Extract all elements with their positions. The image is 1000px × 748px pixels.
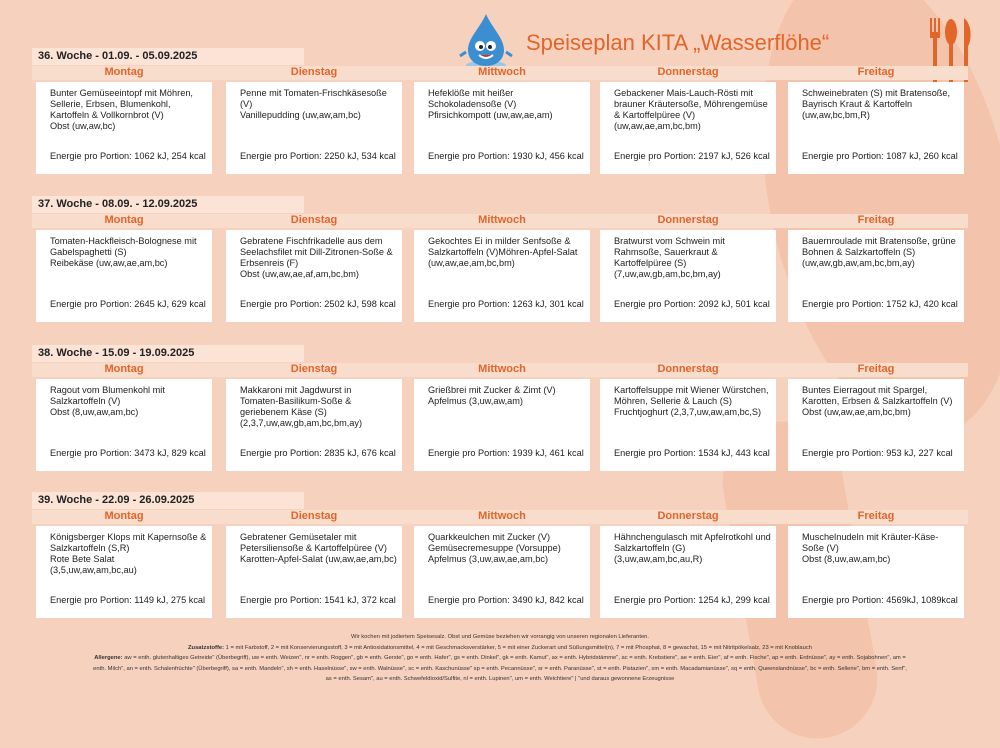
- day-label: Mittwoch: [478, 66, 526, 78]
- day-label: Dienstag: [290, 510, 338, 522]
- meal-card: [788, 379, 964, 471]
- day-label: Freitag: [857, 66, 895, 78]
- day-label: Mittwoch: [478, 510, 526, 522]
- meal-description: Tomaten-Hackfleisch-Bolognese mit Gabelspaghetti (S) Reibekäse (uw,aw,ae,am,bc): [50, 236, 197, 268]
- weekday-header-row: [32, 66, 968, 80]
- week-title: 37. Woche - 08.09. - 12.09.2025: [32, 196, 304, 213]
- allergens-legend: Allergene: aw = enth. glutenhaltiges Getreide" (Überbegriff), uw = enth. Weizen", nr = enth. Roggen", gb = enth. Gerste", go = enth. Hafer", gs = enth. Dinkel", gk = enth. Kamut", ax = enth. Hybridstämme", ac = enth. Krebstiere", ae = enth. Eier", af = enth. Fische", ap = enth. Erdnüsse", ay = enth. Sojabohnen", am =: [94, 655, 906, 661]
- footer: [20, 632, 980, 685]
- energy-info: Energie pro Portion: 1149 kJ, 275 kcal: [50, 595, 206, 605]
- day-label: Mittwoch: [478, 363, 526, 375]
- day-label: Donnerstag: [657, 66, 719, 78]
- day-label: Dienstag: [290, 363, 338, 375]
- meal-description: Penne mit Tomaten-Frischkäsesoße (V) Vanillepudding (uw,aw,am,bc): [240, 88, 387, 120]
- meal-description: Schweinebraten (S) mit Bratensoße, Bayrisch Kraut & Kartoffeln (uw,aw,bc,bm,R): [802, 88, 951, 120]
- meal-card: [414, 526, 590, 618]
- energy-info: Energie pro Portion: 1062 kJ, 254 kcal: [50, 151, 206, 161]
- weekday-header-row: [32, 363, 968, 377]
- energy-info: Energie pro Portion: 1087 kJ, 260 kcal: [802, 151, 958, 161]
- meal-description: Gebackener Mais-Lauch-Rösti mit brauner Kräutersoße, Möhrengemüse & Kartoffelpüree (V) (uw,aw,ae,am,bc,bm): [614, 88, 768, 131]
- footer-note: Wir kochen mit jodiertem Speisesalz. Obst und Gemüse beziehen wir vorrangig von unseren regionalen Lieferanten.: [350, 634, 650, 640]
- meal-card: [414, 82, 590, 174]
- energy-info: Energie pro Portion: 3490 kJ, 842 kcal: [428, 595, 584, 605]
- meal-card: [226, 379, 402, 471]
- energy-info: Energie pro Portion: 1263 kJ, 301 kcal: [428, 299, 584, 309]
- day-label: Freitag: [857, 510, 895, 522]
- meal-card: [600, 82, 776, 174]
- energy-info: Energie pro Portion: 2092 kJ, 501 kcal: [614, 299, 770, 309]
- day-label: Donnerstag: [657, 510, 719, 522]
- energy-info: Energie pro Portion: 2502 kJ, 598 kcal: [240, 299, 396, 309]
- day-label: Mittwoch: [478, 214, 526, 226]
- day-label: Montag: [104, 510, 144, 522]
- meal-description: Bratwurst vom Schwein mit Rahmsoße, Sauerkraut & Kartoffelpüree (S) (7,uw,aw,gb,am,bc,bm,ay): [614, 236, 725, 279]
- meal-card: [36, 82, 212, 174]
- meal-description: Königsberger Klops mit Kapernsoße & Salzkartoffeln (S,R) Rote Bete Salat (3,5,uw,aw,am,bc,au): [50, 532, 207, 575]
- week-title: 38. Woche - 15.09 - 19.09.2025: [32, 345, 304, 362]
- allergens-legend-line3: as = enth. Sesam", au = enth. Schwefeldioxid/Sulfite, nl = enth. Lupinen", um = enth. Weichtiere" | "und daraus gewonnene Erzeugnisse: [325, 676, 675, 682]
- page-title: Speiseplan KITA „Wasserflöhe“: [526, 30, 830, 55]
- meal-card: [600, 230, 776, 322]
- meal-description: Buntes Eierragout mit Spargel, Karotten, Erbsen & Salzkartoffeln (V) Obst (uw,aw,ae,am,bc,bm): [802, 385, 953, 417]
- week-title: 39. Woche - 22.09 - 26.09.2025: [32, 492, 304, 509]
- day-label: Freitag: [857, 214, 895, 226]
- energy-info: Energie pro Portion: 2250 kJ, 534 kcal: [240, 151, 396, 161]
- energy-info: Energie pro Portion: 1752 kJ, 420 kcal: [802, 299, 958, 309]
- day-label: Donnerstag: [657, 214, 719, 226]
- week-section: [32, 196, 968, 326]
- meal-description: Ragout vom Blumenkohl mit Salzkartoffeln (V) Obst (8,uw,aw,am,bc): [50, 385, 165, 417]
- day-label: Donnerstag: [657, 363, 719, 375]
- day-label: Dienstag: [290, 66, 338, 78]
- meal-card: [414, 379, 590, 471]
- week-title: 36. Woche - 01.09. - 05.09.2025: [32, 48, 304, 65]
- energy-info: Energie pro Portion: 2645 kJ, 629 kcal: [50, 299, 206, 309]
- meal-description: Bunter Gemüseeintopf mit Möhren, Sellerie, Erbsen, Blumenkohl, Kartoffeln & Vollkornbrot (V) Obst (uw,aw,bc): [50, 88, 193, 131]
- week-section: [32, 345, 968, 475]
- meal-card: [600, 526, 776, 618]
- meal-description: Bauernroulade mit Bratensoße, grüne Bohnen & Salzkartoffeln (S) (uw,aw,gb,aw,am,bc,bm,ay): [802, 236, 956, 268]
- allergens-legend-line2: enth. Milch", an = enth. Schalenfrüchte" (Überbegriff), sa = enth. Mandeln", sh = enth. Haselnüsse", sw = enth. Walnüsse", sc = enth. Kaschunüsse" sp = enth. Pecannüsse", sr = enth. Paranüsse", st = enth. Pistazien", sm = enth. Macadamianüsse", sq = enth. Queenslandnüsse", bc = enth. Sellerie", bm = enth. Senf",: [93, 665, 907, 672]
- meal-description: Kartoffelsuppe mit Wiener Würstchen, Möhren, Sellerie & Lauch (S) Fruchtjoghurt (2,3,7,uw,aw,am,bc,S): [614, 385, 769, 417]
- meal-description: Grießbrei mit Zucker & Zimt (V) Apfelmus (3,uw,aw,am): [428, 385, 556, 406]
- meal-card: [226, 82, 402, 174]
- weekday-header-row: [32, 214, 968, 228]
- energy-info: Energie pro Portion: 1541 kJ, 372 kcal: [240, 595, 396, 605]
- energy-info: Energie pro Portion: 2835 kJ, 676 kcal: [240, 448, 396, 458]
- meal-card: [36, 526, 212, 618]
- energy-info: Energie pro Portion: 4569kJ, 1089kcal: [802, 595, 958, 605]
- week-section: [32, 48, 968, 178]
- day-label: Montag: [104, 66, 144, 78]
- meal-description: Hefeklöße mit heißer Schokoladensoße (V) Pfirsichkompott (uw,aw,ae,am): [428, 88, 553, 120]
- meal-description: Muschelnudeln mit Kräuter-Käse- Soße (V) Obst (8,uw,aw,am,bc): [802, 532, 939, 564]
- meal-description: Hähnchengulasch mit Apfelrotkohl und Salzkartoffeln (G) (3,uw,aw,am,bc,au,R): [614, 532, 771, 564]
- meal-card: [414, 230, 590, 322]
- energy-info: Energie pro Portion: 2197 kJ, 526 kcal: [614, 151, 770, 161]
- meal-card: [600, 379, 776, 471]
- day-label: Montag: [104, 214, 144, 226]
- meal-card: [36, 379, 212, 471]
- meal-description: Gekochtes Ei in milder Senfsoße & Salzkartoffeln (V)Möhren-Apfel-Salat (uw,aw,ae,am,bc,bm): [428, 236, 578, 268]
- energy-info: Energie pro Portion: 1930 kJ, 456 kcal: [428, 151, 584, 161]
- energy-info: Energie pro Portion: 1939 kJ, 461 kcal: [428, 448, 584, 458]
- energy-info: Energie pro Portion: 1534 kJ, 443 kcal: [614, 448, 770, 458]
- meal-description: Gebratene Fischfrikadelle aus dem Seelachsfilet mit Dill-Zitronen-Soße & Erbsenreis (F) Obst (uw,aw,ae,af,am,bc,bm): [240, 236, 393, 279]
- additives-legend: Zusatzstoffe: 1 = mit Farbstoff, 2 = mit Konservierungsstoff, 3 = mit Antioxidationsmittel, 4 = mit Geschmacksverstärker, 5 = mit einer Zuckerart und Süßungsmittel(n), 7 = mit Phosphat, 8 = gewachst, 15 = mit Nitritpökelsalz, 23 = mit Knoblauch: [187, 644, 813, 651]
- meal-card: [788, 82, 964, 174]
- meal-card: [788, 230, 964, 322]
- meal-description: Gebratener Gemüsetaler mit Petersiliensoße & Kartoffelpüree (V) Karotten-Apfel-Salat (uw,aw,ae,am,bc): [240, 532, 397, 564]
- meal-card: [36, 230, 212, 322]
- week-section: [32, 492, 968, 622]
- energy-info: Energie pro Portion: 3473 kJ, 829 kcal: [50, 448, 206, 458]
- meal-description: Quarkkeulchen mit Zucker (V) Gemüsecremesuppe (Vorsuppe) Apfelmus (3,uw,aw,ae,am,bc): [428, 532, 561, 564]
- meal-card: [788, 526, 964, 618]
- meal-card: [226, 230, 402, 322]
- day-label: Freitag: [857, 363, 895, 375]
- energy-info: Energie pro Portion: 953 kJ, 227 kcal: [802, 448, 953, 458]
- weekday-header-row: [32, 510, 968, 524]
- meal-card: [226, 526, 402, 618]
- meal-description: Makkaroni mit Jagdwurst in Tomaten-Basilikum-Soße & geriebenem Käse (S) (2,3,7,uw,aw,gb,am,bc,bm,ay): [240, 385, 363, 428]
- day-label: Dienstag: [290, 214, 338, 226]
- day-label: Montag: [104, 363, 144, 375]
- energy-info: Energie pro Portion: 1254 kJ, 299 kcal: [614, 595, 770, 605]
